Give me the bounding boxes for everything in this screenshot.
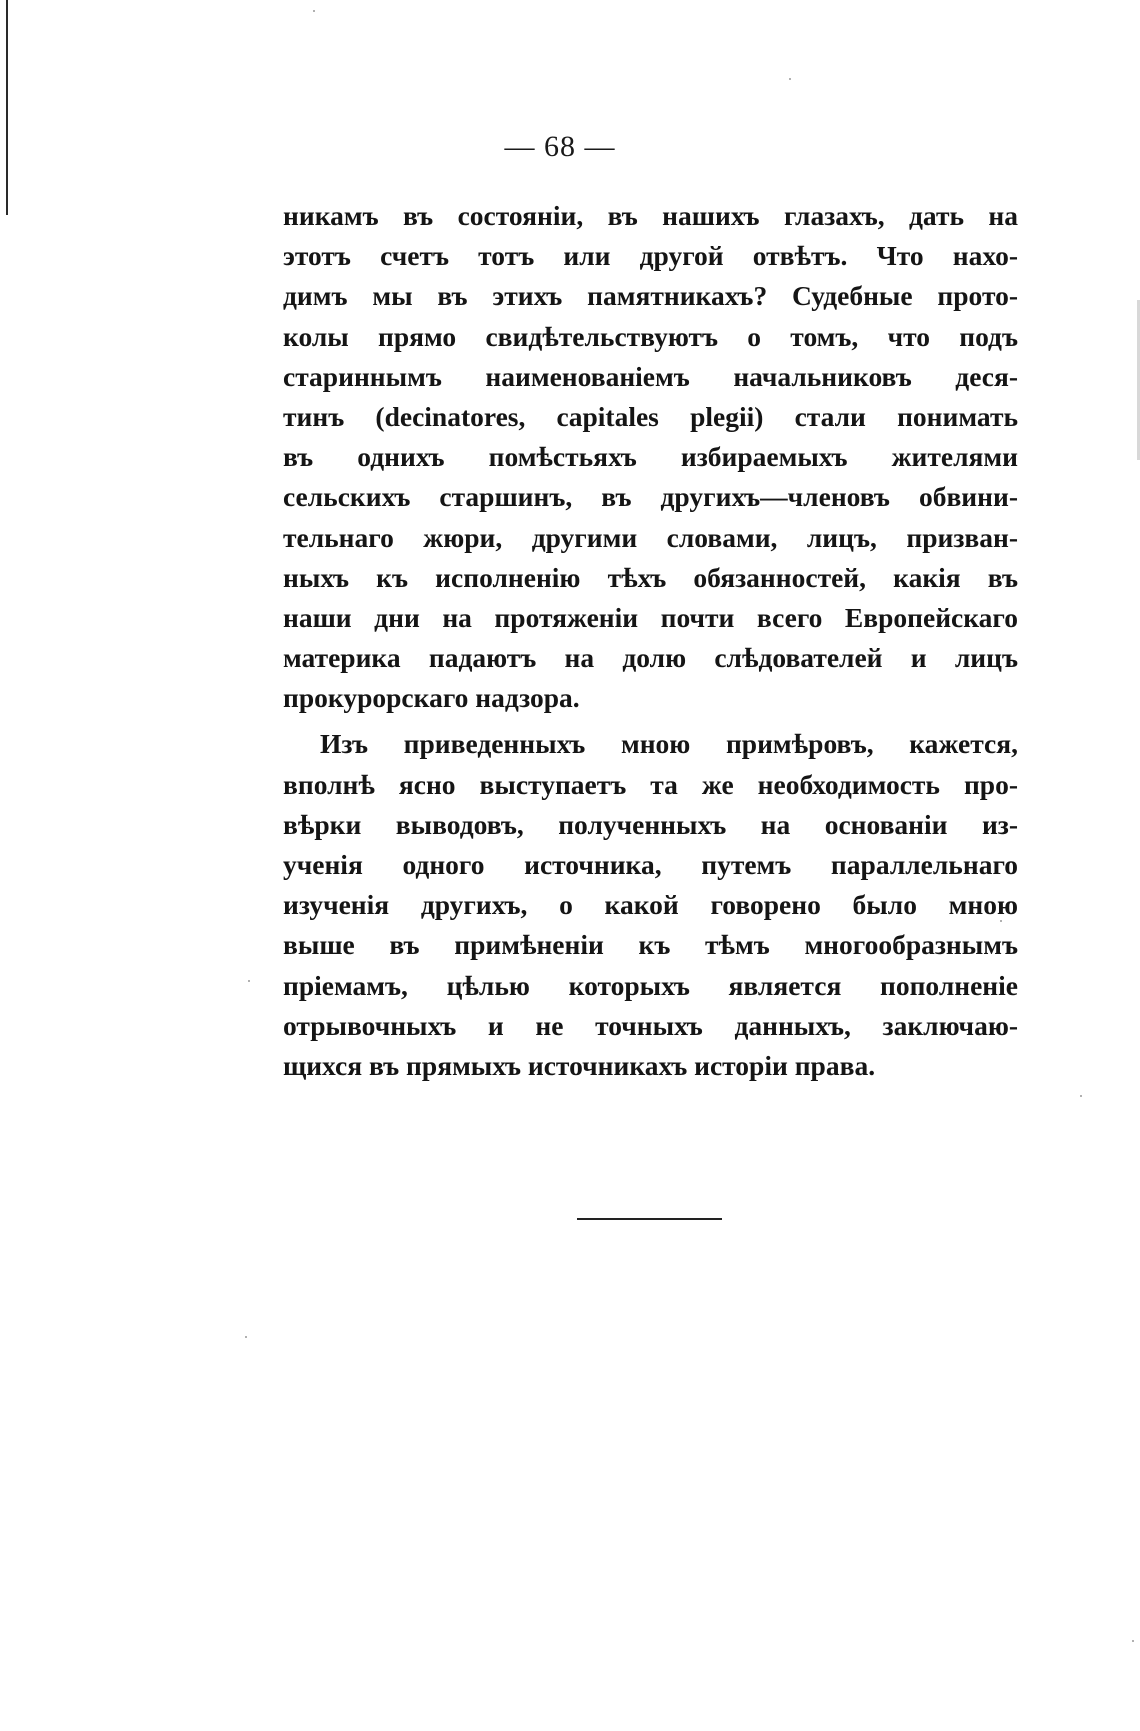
text-line: ученія одного источника, путемъ параллельнаго <box>283 849 1018 880</box>
text-line: колы прямо свидѣтельствуютъ о томъ, что подъ <box>283 320 1018 352</box>
page-number: — 68 — <box>504 130 616 163</box>
text-line: сельскихъ старшинъ, въ другихъ—членовъ обвини- <box>283 481 1018 513</box>
scan-speck <box>789 78 791 80</box>
text-line: никамъ въ состояніи, въ нашихъ глазахъ, дать на <box>283 200 1018 231</box>
scan-edge-left <box>6 0 8 215</box>
text-line: материка падаютъ на долю слѣдователей и лицъ <box>283 642 1018 674</box>
text-line: пріемамъ, цѣлью которыхъ является пополненіе <box>283 969 1018 1001</box>
paragraph-2 <box>283 724 1018 1086</box>
text-line: Изъ приведенныхъ мною примѣровъ, кажется, <box>320 728 1018 760</box>
text-line: ныхъ къ исполненію тѣхъ обязанностей, какія въ <box>283 561 1018 593</box>
scan-speck <box>1000 920 1002 922</box>
text-line: тельнаго жюри, другими словами, лицъ, призван- <box>283 521 1018 553</box>
scan-speck <box>248 980 250 982</box>
scan-speck <box>1132 1640 1134 1642</box>
text-line: вполнѣ ясно выступаетъ та же необходимость про- <box>283 768 1018 800</box>
section-end-rule <box>577 1218 722 1220</box>
body-text <box>283 196 1018 1086</box>
text-line: стариннымъ наименованіемъ начальниковъ деся- <box>283 360 1018 392</box>
text-line: въ однихъ помѣстьяхъ избираемыхъ жителями <box>283 441 1018 473</box>
text-line: вѣрки выводовъ, полученныхъ на основаніи из- <box>283 808 1018 840</box>
scan-speck <box>1080 1095 1082 1097</box>
text-line: изученія другихъ, о какой говорено было мною <box>283 889 1018 921</box>
text-line: прокурорскаго надзора. <box>283 682 580 714</box>
scan-speck <box>313 10 315 12</box>
text-line: димъ мы въ этихъ памятникахъ? Судебные прото- <box>283 280 1018 312</box>
text-line: этотъ счетъ тотъ или другой отвѣтъ. Что нахо- <box>283 240 1018 272</box>
text-line: наши дни на протяженіи почти всего Европейскаго <box>283 601 1018 633</box>
text-line: щихся въ прямыхъ источникахъ исторіи права. <box>283 1049 876 1081</box>
text-line: отрывочныхъ и не точныхъ данныхъ, заключаю- <box>283 1009 1018 1041</box>
text-line: тинъ (decinatores, capitales plegii) стали понимать <box>283 400 1018 432</box>
scan-speck <box>245 1336 247 1338</box>
paragraph-1 <box>283 196 1018 718</box>
text-line: выше въ примѣненіи къ тѣмъ многообразнымъ <box>283 929 1018 961</box>
